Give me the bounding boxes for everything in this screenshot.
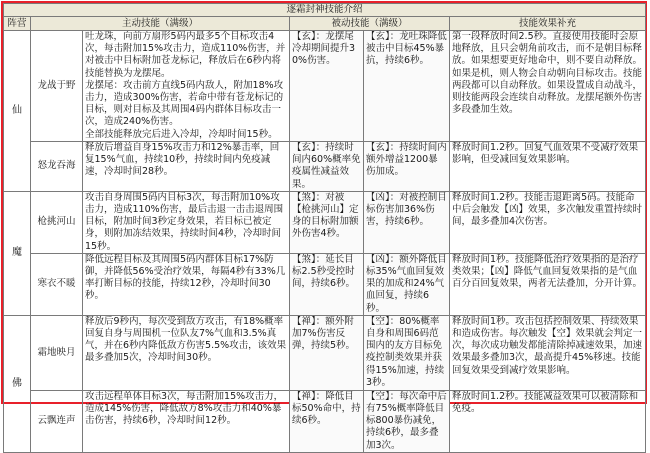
active-skill: 吐龙珠，向前方扇形5码内最多5个目标攻击4次，每击附加15%攻击力，造成110%伤害，并对被击中目标附加苍龙标记，释放后在6秒内将技能替换为龙摆尾。 龙摆尾：攻击前方直线5码内敌人，附加18%攻击力，造成300%伤害，若命中带有苍龙标记的目标，则对目标及其周围4码内群体目标攻击一次，造成240%伤害。 全部技能释放完后进入冷却，冷却时间15秒。 <box>83 31 290 142</box>
skill-notes: 释放时间1.2秒。技能击退距离5码。技能命中后会触发【凶】效果，多次触发重置持续时间，最多叠加4次伤害。 <box>450 191 646 253</box>
passive-skill-a: 【禅】：降低目标50%命中，持续6秒。 <box>290 390 364 452</box>
header-active: 主动技能（满级） <box>31 17 290 31</box>
active-skill: 降低远程目标及其周围5码内群体目标17%防御，并降低56%受治疗效果，每隔4秒有33%几率打断目标的技能，持续12秒，冷却时间30秒。 <box>83 253 290 315</box>
header-camp: 阵营 <box>4 17 31 31</box>
skill-notes: 第一段释放时间2.5秒。直接使用技能时会原地释放，且只会朝角前攻击，而不是朝目标释放。如果想要更好地命中，则不要自动释放。如果是机，则人物会自动朝向目标攻击。技能两段都可以自动释放。如果设置成自动战斗，则技能两段会连续自动释放。龙摆尾额外伤害多段叠加生效。 <box>450 31 646 142</box>
header-notes: 技能效果补充 <box>450 17 646 31</box>
passive-skill-a: 【禅】：额外附加7%伤害反弹，持续5秒。 <box>290 315 364 390</box>
skill-name: 怒龙吞海 <box>31 142 83 192</box>
skill-table <box>3 3 646 453</box>
skill-notes: 释放时间1.2秒。回复气血效果不受减疗效果影响，但受减回复效果影响。 <box>450 142 646 192</box>
table-row <box>4 390 646 452</box>
skill-name: 龙战于野 <box>31 31 83 142</box>
camp-fo: 佛 <box>4 315 31 452</box>
passive-skill-b: 【玄】：持续时间内额外增益1200暴伤加成。 <box>364 142 450 192</box>
camp-mo: 魔 <box>4 191 31 315</box>
camp-xian: 仙 <box>4 31 31 192</box>
skill-name: 寒衣不暖 <box>31 253 83 315</box>
active-skill: 攻击自身周围5码内目标3次，每击附加10%攻击力，造成110%伤害，最后击退一击击退周围目标，附加时间3秒定身效果，若目标已被定身，则附加冻结效果，持续时间4秒，冷却时间15秒。 <box>83 191 290 253</box>
skill-notes: 释放时间1秒。攻击包括控制效果、持续效果和造成伤害。每次触发【空】效果就会判定一次，每次成功触发都能清除掉减速效果，加速效果最多叠加3次，最高提升45%移速。技能回复效果受到减疗效果影响。 <box>450 315 646 390</box>
passive-skill-a: 【煞】：对被【枪挑河山】定身的目标附加额外伤害4秒。 <box>290 191 364 253</box>
skill-notes: 释放时间1.2秒。技能减益效果可以被清除和免疫。 <box>450 390 646 452</box>
active-skill: 攻击远程单体目标3次，每击附加15%攻击力，造成145%伤害，降低敌方8%攻击力和40%暴击伤害，持续6秒，冷却时间12秒。 <box>83 390 290 452</box>
passive-skill-b: 【玄】：龙吐珠降低被击中目标45%暴抗，持续6秒。 <box>364 31 450 142</box>
skill-table-frame <box>1 1 647 451</box>
skill-name: 云飘连声 <box>31 390 83 452</box>
skill-name: 霜地映月 <box>31 315 83 390</box>
passive-skill-a: 【玄】：持续时间内60%概率免疫属性减益效果。 <box>290 142 364 192</box>
passive-skill-b: 【空】：80%概率自身和周围6码范围内的友方目标免疫控制类效果并获得15%加速，持续3秒。 <box>364 315 450 390</box>
table-row <box>4 31 646 142</box>
active-skill: 释放后增益自身15%攻击力和12%暴击率，回复15%气血，持续10秒，持续时间内免疫减速，冷却时间28秒。 <box>83 142 290 192</box>
header-passive: 被动技能（满级） <box>290 17 450 31</box>
skill-notes: 释放时间1秒。技能降低治疗效果指的是治疗类效果；【凶】降低气血回复效果指的是气血百分百回复效果，两者无法叠加，分开计算。 <box>450 253 646 315</box>
passive-skill-b: 【凶】：额外降低目标35%气血回复效果的加成和24%气血回复，持续6秒。 <box>364 253 450 315</box>
table-row <box>4 142 646 192</box>
skill-name: 枪挑河山 <box>31 191 83 253</box>
passive-skill-b: 【空】：每次命中后有75%概率降低目标800暴伤减免，持续6秒，最多叠加3次。 <box>364 390 450 452</box>
passive-skill-a: 【煞】：延长目标2.5秒受控时间，持续6秒。 <box>290 253 364 315</box>
table-row <box>4 253 646 315</box>
active-skill: 释放后9秒内，每次受到敌方攻击，有18%概率回复自身与周围机一位队友7%气血和3.5%真气，并在6秒内降低敌方伤害5.5%攻击，该效果最多叠加5次，冷却时间30秒。 <box>83 315 290 390</box>
passive-skill-b: 【凶】：对被控制目标伤害加36%伤害，持续6秒。 <box>364 191 450 253</box>
table-title: 逐霜封神技能介绍 <box>4 4 646 17</box>
table-row <box>4 191 646 253</box>
table-row <box>4 315 646 390</box>
passive-skill-a: 【玄】：龙摆尾冷却期间提升30%伤害。 <box>290 31 364 142</box>
